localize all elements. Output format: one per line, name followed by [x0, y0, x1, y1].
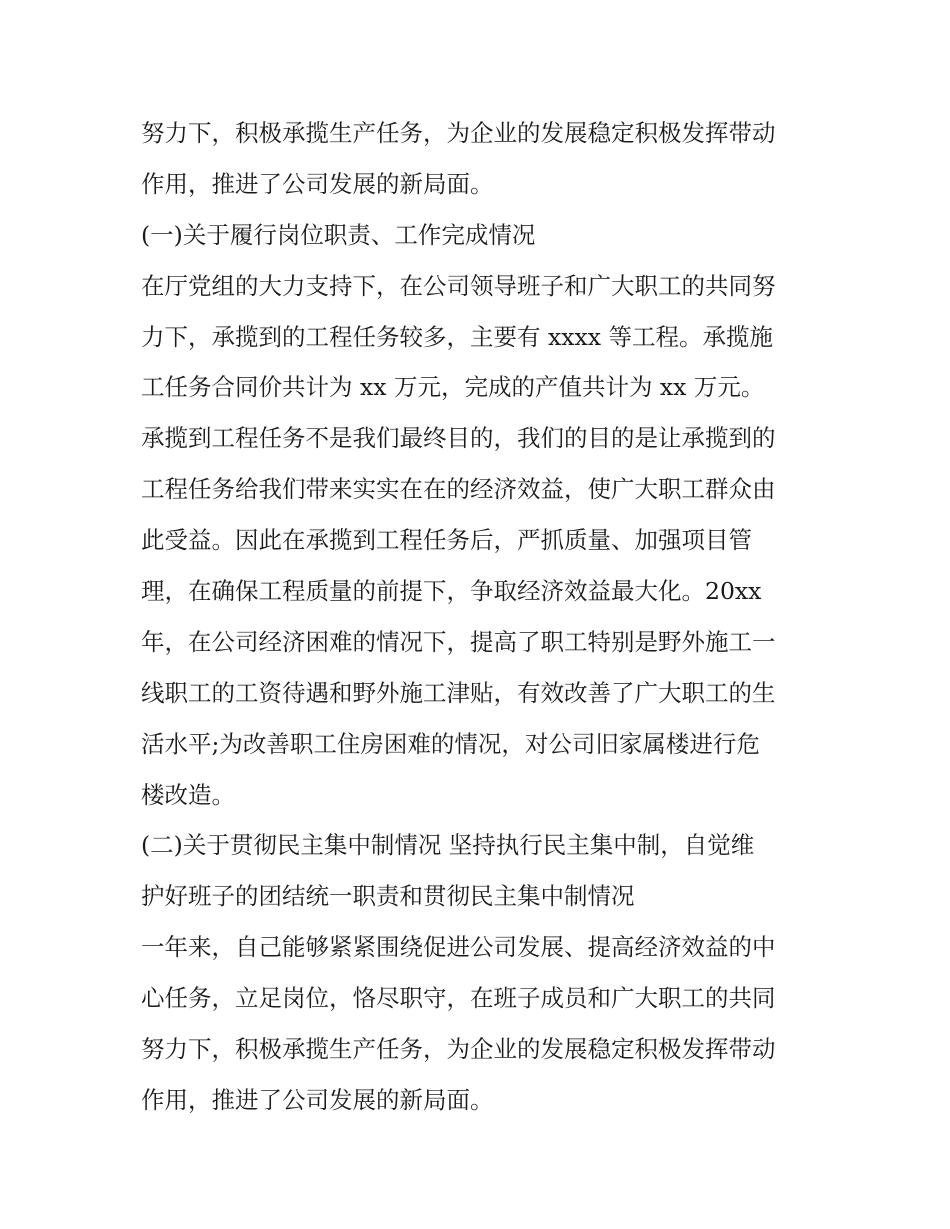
text-line: 心任务，立足岗位，恪尽职守，在班子成员和广大职工的共同 — [141, 984, 776, 1013]
text-line: 努力下，积极承揽生产任务，为企业的发展稳定积极发挥带动 — [141, 119, 776, 147]
text-line: 年，在公司经济困难的情况下，提高了职工特别是野外施工一 — [141, 627, 776, 656]
section-heading: (二)关于贯彻民主集中制情况 坚持执行民主集中制，自觉维 — [141, 831, 755, 860]
text-line: 工任务合同价共计为 xx 万元，完成的产值共计为 xx 万元。 — [141, 373, 765, 402]
text-line: 护好班子的团结统一职责和贯彻民主集中制情况 — [141, 882, 635, 911]
text-line: 理，在确保工程质量的前提下，争取经济效益最大化。20xx — [141, 577, 762, 606]
text-line: 工程任务给我们带来实实在在的经济效益，使广大职工群众由 — [141, 475, 776, 504]
text-line: 活水平;为改善职工住房困难的情况，对公司旧家属楼进行危 — [141, 729, 760, 758]
text-line: 此受益。因此在承揽到工程任务后，严抓质量、加强项目管 — [141, 526, 752, 555]
text-line: 一年来，自己能够紧紧围绕促进公司发展、提高经济效益的中 — [141, 933, 776, 962]
document-body — [141, 108, 831, 1126]
text-line: 力下，承揽到的工程任务较多，主要有 xxxx 等工程。承揽施 — [141, 322, 773, 351]
text-line: 在厅党组的大力支持下，在公司领导班子和广大职工的共同努 — [141, 271, 776, 300]
text-line: 作用，推进了公司发展的新局面。 — [141, 169, 494, 198]
text-line: 努力下，积极承揽生产任务，为企业的发展稳定积极发挥带动 — [141, 1035, 776, 1064]
text-line: 作用，推进了公司发展的新局面。 — [141, 1085, 494, 1114]
text-line: 楼改造。 — [141, 780, 235, 809]
text-line: 线职工的工资待遇和野外施工津贴，有效改善了广大职工的生 — [141, 678, 776, 707]
text-line: 承揽到工程任务不是我们最终目的，我们的目的是让承揽到的 — [141, 424, 776, 453]
section-heading: (一)关于履行岗位职责、工作完成情况 — [141, 220, 536, 249]
